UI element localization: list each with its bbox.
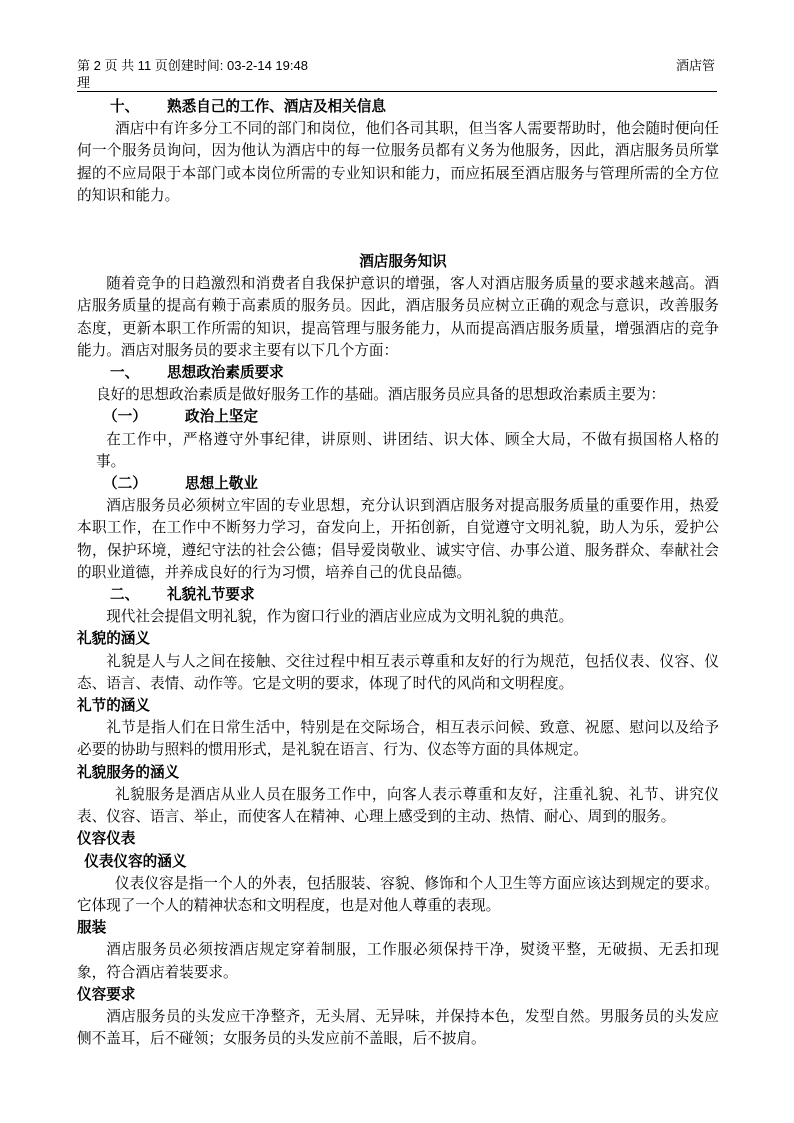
heading-limao: 礼貌的涵义 (77, 630, 150, 648)
header-divider (77, 91, 717, 92)
paragraph: 现代社会提倡文明礼貌，作为窗口行业的酒店业应成为文明礼貌的典范。 (106, 608, 574, 626)
subsection-heading-1b (77, 473, 719, 495)
paragraph: 礼节是指人们在日常生活中，特别是在交际场合，相互表示问候、致意、祝愿、慰问以及给予必要的协助与照料的惯用形式，是礼貌在语言、行为、仪态等方面的具体规定。 (77, 719, 719, 759)
subsection-heading-1a (77, 406, 719, 428)
subsection-title: 思想上敬业 (185, 475, 258, 493)
heading-limao-fuwu: 礼貌服务的涵义 (77, 763, 180, 781)
heading-yibiao-hanyi: 仪表仪容的涵义 (84, 852, 187, 870)
paragraph: 酒店服务员的头发应干净整齐，无头屑、无异味，并保持本色，发型自然。男服务员的头发应侧不盖耳，后不碰领；女服务员的头发应前不盖眼，后不披肩。 (77, 1007, 719, 1048)
heading-yirong-yibiao: 仪容仪表 (77, 830, 136, 848)
section-number: 二、 (110, 586, 140, 604)
heading-yirong-yaoqiu: 仪容要求 (77, 985, 136, 1003)
section-heading-1 (77, 362, 719, 384)
spacer (77, 207, 719, 251)
subsection-title: 政治上坚定 (185, 408, 258, 426)
section-heading-10 (77, 96, 719, 118)
document-title: 酒店服务知识 (359, 253, 447, 271)
paragraph: 仪表仪容是指一个人的外表，包括服装、容貌、修饰和个人卫生等方面应该达到规定的要求。它体现了一个人的精神状态和文明程度，也是对他人尊重的表现。 (77, 874, 719, 914)
section-title: 礼貌礼节要求 (167, 586, 255, 604)
subsection-number: （一） (103, 408, 147, 426)
subsection-number: （二） (103, 475, 147, 493)
header-title-wrap: 理 (77, 75, 91, 90)
section-number: 一、 (110, 364, 140, 382)
paragraph: 在工作中，严格遵守外事纪律，讲原则、讲团结、识大体、顾全大局，不做有损国格人格的事。 (95, 430, 719, 470)
document-body (77, 96, 719, 1050)
header-page-info: 第 2 页 共 11 页创建时间: 03-2-14 19:48 (77, 58, 308, 73)
section-title: 熟悉自己的工作、酒店及相关信息 (167, 98, 386, 115)
section-number: 十、 (110, 98, 140, 115)
header-title: 酒店管 (676, 58, 716, 73)
paragraph: 良好的思想政治素质是做好服务工作的基础。酒店服务员应具备的思想政治素质主要为： (95, 386, 666, 404)
paragraph: 酒店服务员必须按酒店规定穿着制服，工作服必须保持干净，熨烫平整，无破损、无丢扣现象，符合酒店着装要求。 (77, 941, 719, 981)
section-title: 思想政治素质要求 (167, 364, 284, 382)
paragraph: 酒店中有许多分工不同的部门和岗位，他们各司其职，但当客人需要帮助时，他会随时便向任何一个服务员询问，因为他认为酒店中的每一位服务员都有义务为他服务，因此，酒店服务员所掌握的不应局限于本部门或本岗位所需的专业知识和能力，而应拓展至酒店服务与管理所需的全方位的知识和能力。 (77, 120, 719, 204)
page-header-left (77, 57, 317, 91)
paragraph: 礼貌是人与人之间在接触、交往过程中相互表示尊重和友好的行为规范，包括仪表、仪容、仪态、语言、表情、动作等。它是文明的要求，体现了时代的风尚和文明程度。 (77, 652, 719, 692)
paragraph: 酒店服务员必须树立牢固的专业思想，充分认识到酒店服务对提高服务质量的重要作用，热爱本职工作，在工作中不断努力学习，奋发向上，开拓创新，自觉遵守文明礼貌，助人为乐，爱护公物，保护环境，遵纪守法的社会公德；倡导爱岗敬业、诚实守信、办事公道、服务群众、奉献社会的职业道德，并养成良好的行为习惯，培养自己的优良品德。 (77, 497, 719, 581)
section-heading-2 (77, 584, 719, 606)
paragraph: 礼貌服务是酒店从业人员在服务工作中，向客人表示尊重和友好，注重礼貌、礼节、讲究仪表、仪容、语言、举止，而使客人在精神、心理上感受到的主动、热情、耐心、周到的服务。 (77, 785, 719, 826)
heading-lijie: 礼节的涵义 (77, 697, 150, 715)
paragraph: 随着竞争的日趋激烈和消费者自我保护意识的增强，客人对酒店服务质量的要求越来越高。酒店服务质量的提高有赖于高素质的服务员。因此，酒店服务员应树立正确的观念与意识，改善服务态度，更新本职工作所需的知识，提高管理与服务能力，从而提高酒店服务质量，增强酒店的竞争能力。酒店对服务员的要求主要有以下几个方面： (77, 275, 719, 359)
heading-fuzhuang: 服装 (77, 919, 107, 937)
